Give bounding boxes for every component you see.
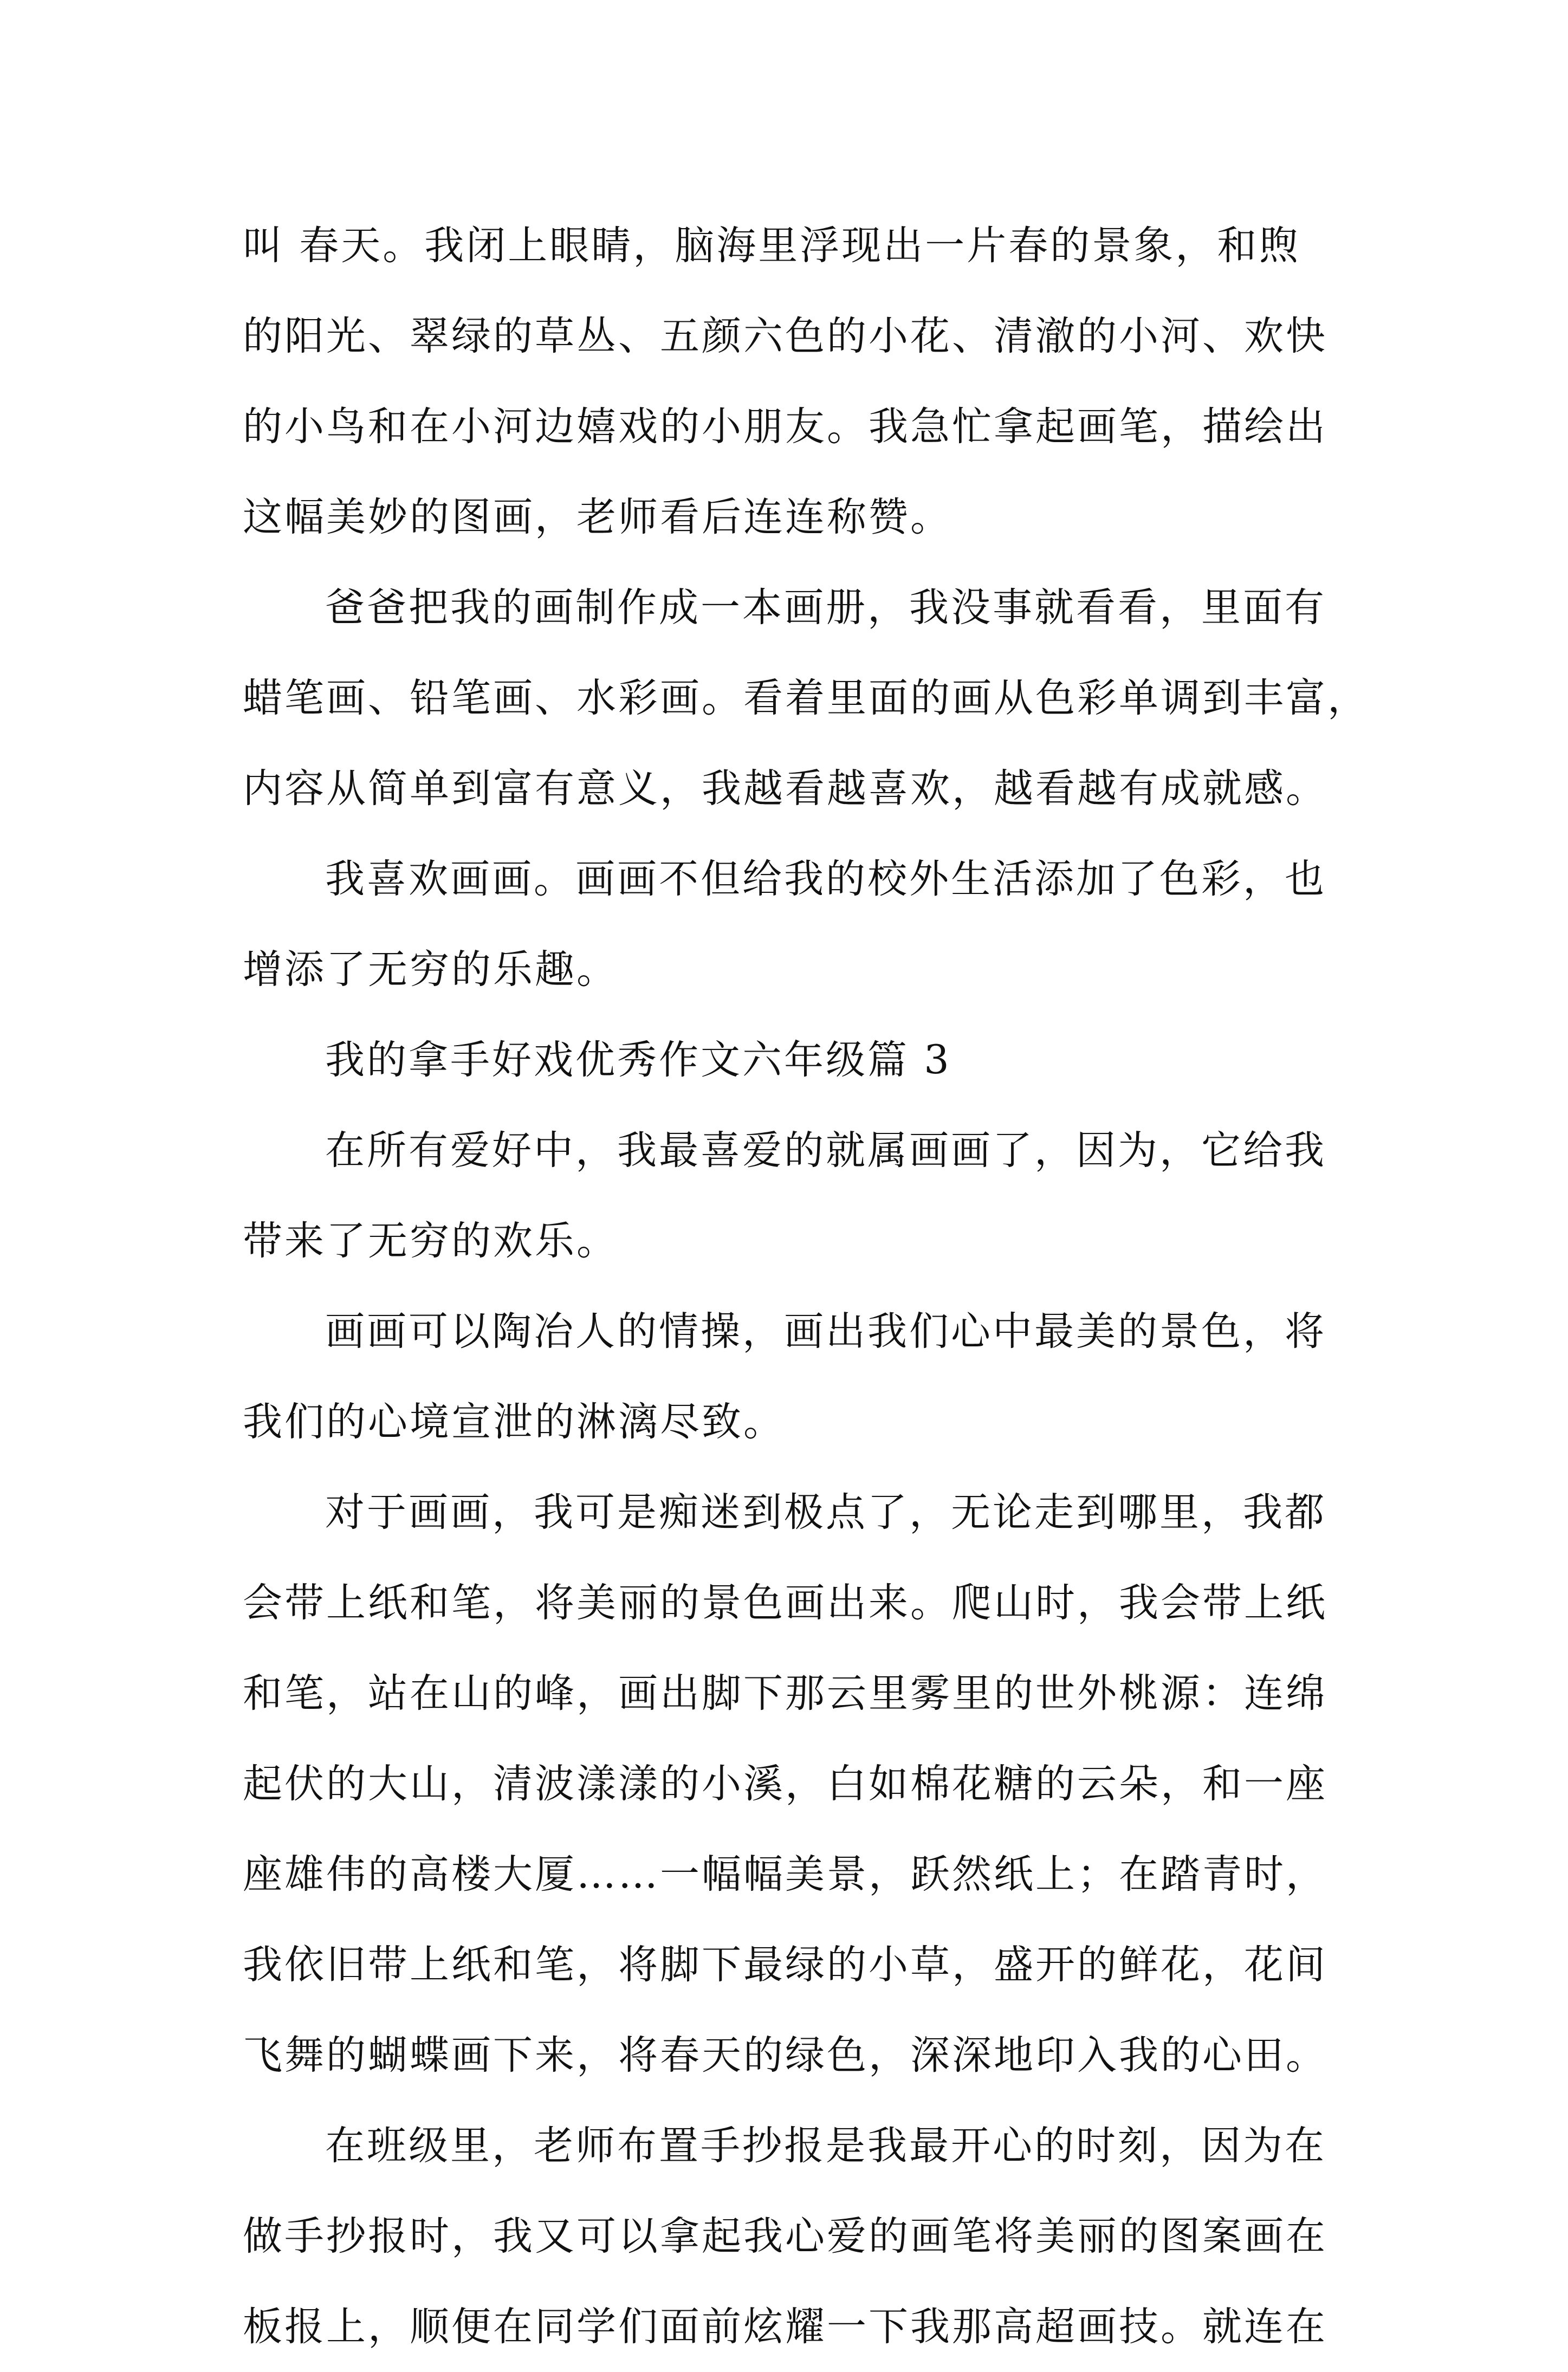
- text-line: 我喜欢画画。画画不但给我的校外生活添加了色彩，也: [325, 856, 1326, 902]
- text-line: 画画可以陶冶人的情操，画出我们心中最美的景色，将: [325, 1308, 1326, 1354]
- text-line: 爸爸把我的画制作成一本画册，我没事就看看，里面有: [325, 585, 1326, 631]
- text-line: 增添了无穷的乐趣。: [243, 947, 618, 993]
- text-line: 飞舞的蝴蝶画下来，将春天的绿色，深深地印入我的心田。: [243, 2032, 1327, 2078]
- text-line: 在所有爱好中，我最喜爱的就属画画了，因为，它给我: [325, 1127, 1326, 1174]
- text-line: 我依旧带上纸和笔，将脚下最绿的小草，盛开的鲜花，花间: [243, 1942, 1327, 1988]
- text-line: 叫 春天。我闭上眼睛，脑海里浮现出一片春的景象，和煦: [243, 223, 1301, 269]
- text-line: 我的拿手好戏优秀作文六年级篇 3: [325, 1037, 951, 1083]
- text-line: 我们的心境宣泄的淋漓尽致。: [243, 1399, 785, 1445]
- text-line: 起伏的大山，清波漾漾的小溪，白如棉花糖的云朵，和一座: [243, 1761, 1327, 1807]
- text-line: 座雄伟的高楼大厦……一幅幅美景，跃然纸上；在踏青时，: [243, 1851, 1327, 1897]
- text-line: 板报上，顺便在同学们面前炫耀一下我那高超画技。就连在: [243, 2304, 1327, 2350]
- text-line: 的阳光、翠绿的草丛、五颜六色的小花、清澈的小河、欢快: [243, 313, 1327, 359]
- text-line: 内容从简单到富有意义，我越看越喜欢，越看越有成就感。: [243, 766, 1327, 812]
- text-line: 对于画画，我可是痴迷到极点了，无论走到哪里，我都: [325, 1489, 1326, 1535]
- text-line: 会带上纸和笔，将美丽的景色画出来。爬山时，我会带上纸: [243, 1580, 1327, 1626]
- text-line: 带来了无穷的欢乐。: [243, 1218, 618, 1264]
- text-line: 在班级里，老师布置手抄报是我最开心的时刻，因为在: [325, 2123, 1326, 2169]
- text-line: 这幅美妙的图画，老师看后连连称赞。: [243, 494, 952, 540]
- text-line: 做手抄报时，我又可以拿起我心爱的画笔将美丽的图案画在: [243, 2213, 1327, 2259]
- text-line: 蜡笔画、铅笔画、水彩画。看着里面的画从色彩单调到丰富，: [243, 675, 1369, 721]
- text-line: 的小鸟和在小河边嬉戏的小朋友。我急忙拿起画笔，描绘出: [243, 404, 1327, 450]
- text-line: 和笔，站在山的峰，画出脚下那云里雾里的世外桃源：连绵: [243, 1670, 1327, 1716]
- document-body: [243, 200, 1369, 2372]
